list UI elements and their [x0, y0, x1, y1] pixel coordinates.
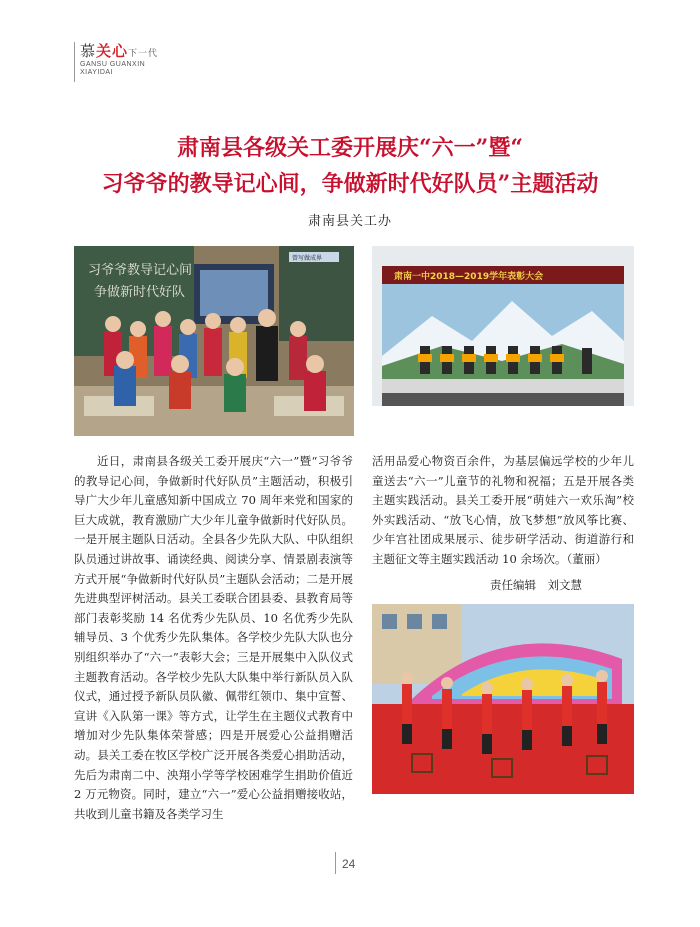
right-column-text: 活用品爱心物资百余件，为基层偏远学校的少年儿童送去“六一”儿童节的礼物和祝福；五是开展各类主题实践活动。县关工委开展“萌娃六一欢乐淘”校外实践活动、“放飞心情，放飞梦想”放风筝比赛、少年宫社团成果展示、徒步研学活动、街道游行和主题征文等主题实践活动 10 余场次。（董丽） — [372, 454, 634, 566]
sign-text: 曾写做成界 — [292, 255, 323, 262]
title-line-2: 习爷爷的教导记心间，争做新时代好队员”主题活动 — [101, 171, 599, 197]
article-title — [60, 130, 640, 202]
logo-english-1: GANSU GUANXIN — [80, 61, 146, 68]
photo-dance-performance — [372, 604, 634, 794]
photo-classroom — [74, 246, 354, 436]
responsible-editor: 责任编辑 刘文慧 — [490, 578, 582, 592]
right-column — [372, 452, 634, 570]
logo-chinese — [80, 40, 158, 61]
logo-char-2: 关心 — [96, 42, 129, 60]
logo-char-3: 下一代 — [128, 49, 159, 59]
board-text-1: 习爷爷教导记心间 — [88, 263, 193, 278]
left-column — [74, 452, 353, 824]
logo-char-1: 慕 — [80, 42, 97, 60]
left-column-text: 近日，肃南县各级关工委开展庆“六一”暨“习爷爷的教导记心间，争做新时代好队员”主题活动，积极引导广大少年儿童感知新中国成立 70 周年来党和国家的巨大成就，教育激励广大少年儿童争做新时代好队员。一是开展主题队日活动。全县各少先队大队、中队组织队员通过讲故事、诵读经典、阅读分享、情景剧表演等方式开展“争做新时代好队员”主题队会活动；二是开展先进典型评树活动。县关工委联合团县委、县教育局等部门表彰奖励 14 名优秀少先队员、10 名优秀少先队辅导员、3 个优秀少先队集体。各学校少先队大队也分别组织举办了“六一”表彰大会；三是开展集中入队仪式主题教育活动。各学校少先队大队集中举行新队员入队仪式，通过授予新队员队徽、佩带红领巾、集中宣誓、宣讲《入队第一课》等方式，让学生在主题仪式教育中增加对少先队集体荣誉感；四是开展爱心公益捐赠活动。县关工委在牧区学校广泛开展各类爱心捐助活动，先后为肃南二中、泱翔小学等学校困难学生捐助价值近 2 万元物资。同时，建立“六一”爱心公益捐赠接收站，共收到儿童书籍及各类学习生 — [74, 454, 353, 821]
page-number-divider — [335, 852, 336, 874]
article-byline: 肃南县关工办 — [307, 214, 392, 229]
page-number: 24 — [342, 857, 356, 871]
title-line-1: 肃南县各级关工委开展庆“六一”暨“ — [177, 135, 523, 161]
masthead-logo — [74, 40, 194, 86]
ceremony-banner: 肃南一中2018—2019学年表彰大会 — [394, 272, 544, 282]
logo-english-2: XIAYIDAI — [80, 69, 114, 76]
photo-award-ceremony — [372, 246, 634, 406]
board-text-2: 争做新时代好队 — [94, 285, 186, 300]
logo-divider — [74, 42, 75, 82]
